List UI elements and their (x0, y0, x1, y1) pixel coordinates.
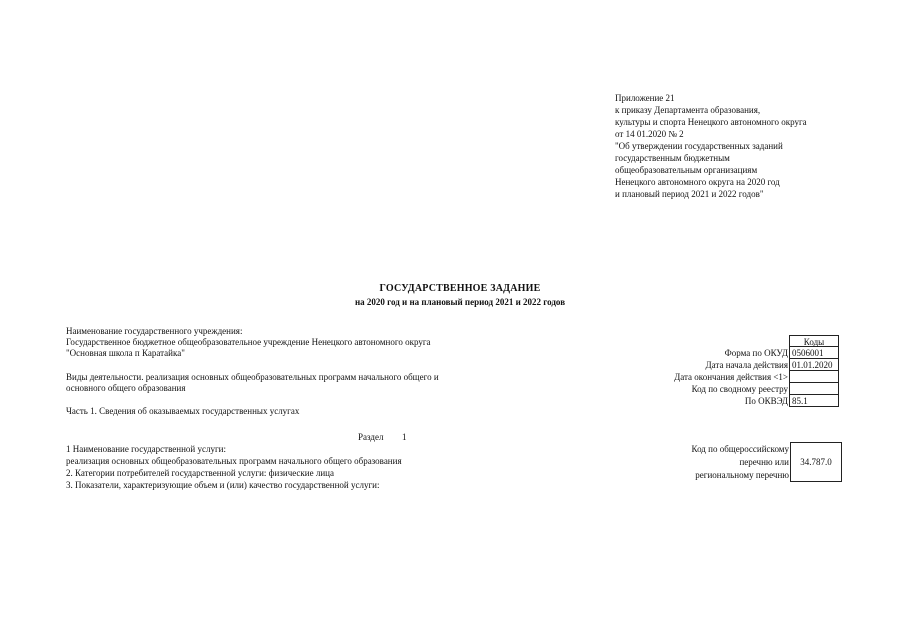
section-label: Раздел (358, 432, 384, 442)
service-categories: 2. Категории потребителей государственной услуги: физические лица (66, 468, 334, 478)
appendix-line: культуры и спорта Ненецкого автономного округа (615, 117, 807, 127)
codes-row-value: 01.01.2020 (789, 359, 839, 371)
codes-row-value (789, 383, 839, 395)
activity-line1: Виды деятельности. реализация основных общеобразовательных программ начального общего и (66, 372, 439, 382)
codes-row-label: Форма по ОКУД (724, 348, 788, 358)
appendix-block (615, 92, 875, 200)
section-number: 1 (402, 432, 407, 442)
appendix-line: от 14 01.2020 № 2 (615, 129, 684, 139)
document-subtitle: на 2020 год и на плановый период 2021 и 2022 годов (354, 297, 566, 307)
appendix-line: общеобразовательным организациям (615, 165, 758, 175)
registry-code-value: 34.787.0 (800, 457, 832, 467)
registry-label-line3: региональному перечню (695, 470, 789, 480)
codes-row-label: Дата окончания действия <1> (674, 372, 788, 382)
codes-header: Коды (789, 335, 839, 347)
appendix-line: и плановый период 2021 и 2022 годов" (615, 189, 764, 199)
codes-row-value: 85.1 (789, 395, 839, 407)
registry-code-box (790, 442, 842, 482)
codes-row-value: 0506001 (789, 347, 839, 359)
institution-name-line1: Государственное бюджетное общеобразовательное учреждение Ненецкого автономного округа (66, 337, 431, 347)
appendix-line: Ненецкого автономного округа на 2020 год (615, 177, 780, 187)
service-name-label: 1 Наименование государственной услуги: (66, 444, 226, 454)
appendix-line: государственным бюджетным (615, 153, 730, 163)
appendix-line: к приказу Департамента образования, (615, 105, 761, 115)
service-indicators: 3. Показатели, характеризующие объем и (или) качество государственной услуги: (66, 480, 380, 490)
codes-row-label: Код по сводному реестру (691, 384, 788, 394)
registry-label-line2: перечню или (739, 457, 789, 467)
activity-line2: основного общего образования (66, 383, 186, 393)
document-title: ГОСУДАРСТВЕННОЕ ЗАДАНИЕ (379, 283, 541, 294)
codes-row-value (789, 371, 839, 383)
codes-row-label: Дата начала действия (705, 360, 788, 370)
institution-label: Наименование государственного учреждения: (66, 326, 243, 336)
codes-row-label: По ОКВЭД (744, 396, 788, 406)
part1-heading: Часть 1. Сведения об оказываемых государственных услугах (66, 406, 300, 416)
registry-label-line1: Код по общероссийскому (691, 444, 789, 454)
service-name-value: реализация основных общеобразовательных программ начального общего образования (66, 456, 402, 466)
appendix-line: Приложение 21 (615, 93, 675, 103)
appendix-line: "Об утверждении государственных заданий (615, 141, 783, 151)
institution-name-line2: "Основная школа п Каратайка" (66, 348, 185, 358)
